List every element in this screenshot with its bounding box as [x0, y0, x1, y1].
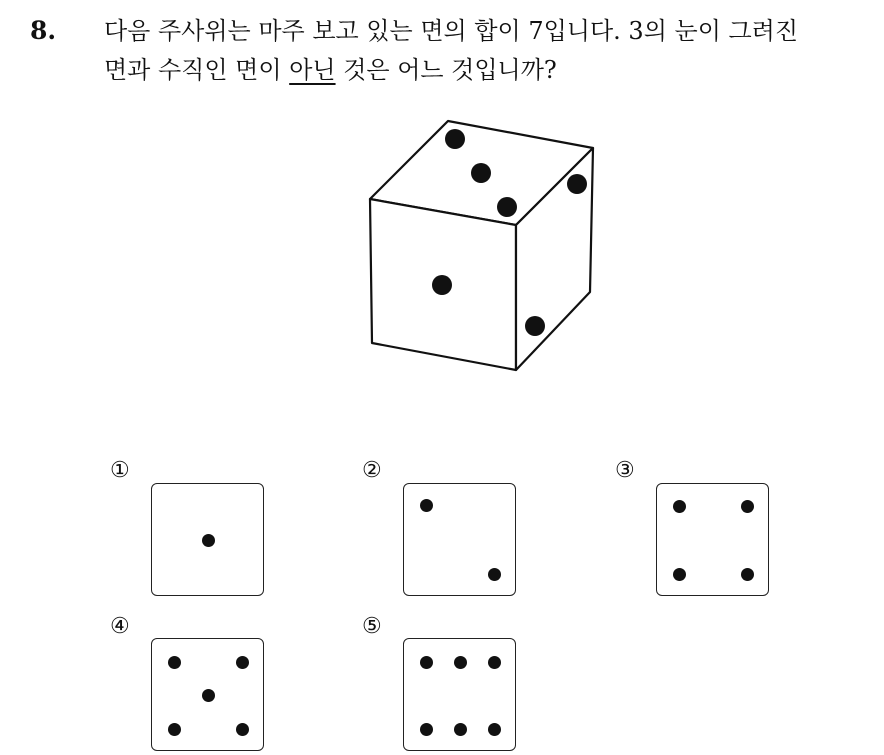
die-pip: [454, 723, 467, 736]
question-text-part2: 것은 어느 것입니까?: [335, 56, 557, 84]
die-pip: [420, 723, 433, 736]
question-text-underlined: 아닌: [289, 56, 336, 84]
cube-pip: [567, 174, 587, 194]
cube-pip: [525, 316, 545, 336]
option-1-die[interactable]: [151, 483, 264, 596]
option-5-die[interactable]: [403, 638, 516, 751]
die-pip: [420, 656, 433, 669]
die-pip: [420, 499, 433, 512]
die-pip: [168, 723, 181, 736]
die-pip: [202, 689, 215, 702]
cube-pip: [497, 197, 517, 217]
cube-pip: [432, 275, 452, 295]
die-pip: [168, 656, 181, 669]
die-pip: [673, 568, 686, 581]
question-text-part1: 면과 수직인 면이: [104, 56, 290, 84]
die-pip: [741, 568, 754, 581]
option-4-label: ④: [110, 614, 130, 639]
option-2-die[interactable]: [403, 483, 516, 596]
die-pip: [488, 723, 501, 736]
die-pip: [236, 656, 249, 669]
option-3-label: ③: [615, 458, 635, 483]
cube-pip: [445, 129, 465, 149]
question-text-line1: 다음 주사위는 마주 보고 있는 면의 합이 7입니다. 3의 눈이 그려진: [104, 17, 799, 45]
question-number: 8.: [30, 16, 57, 45]
die-pip: [236, 723, 249, 736]
die-pip: [488, 568, 501, 581]
option-2-label: ②: [362, 458, 382, 483]
option-4-die[interactable]: [151, 638, 264, 751]
cube-pip: [471, 163, 491, 183]
option-3-die[interactable]: [656, 483, 769, 596]
die-pip: [454, 656, 467, 669]
die-pip: [488, 656, 501, 669]
option-5-label: ⑤: [362, 614, 382, 639]
die-pip: [741, 500, 754, 513]
dice-cube-figure: [356, 116, 596, 376]
die-pip: [673, 500, 686, 513]
die-pip: [202, 534, 215, 547]
option-1-label: ①: [110, 458, 130, 483]
question-text-line2: [104, 53, 557, 87]
